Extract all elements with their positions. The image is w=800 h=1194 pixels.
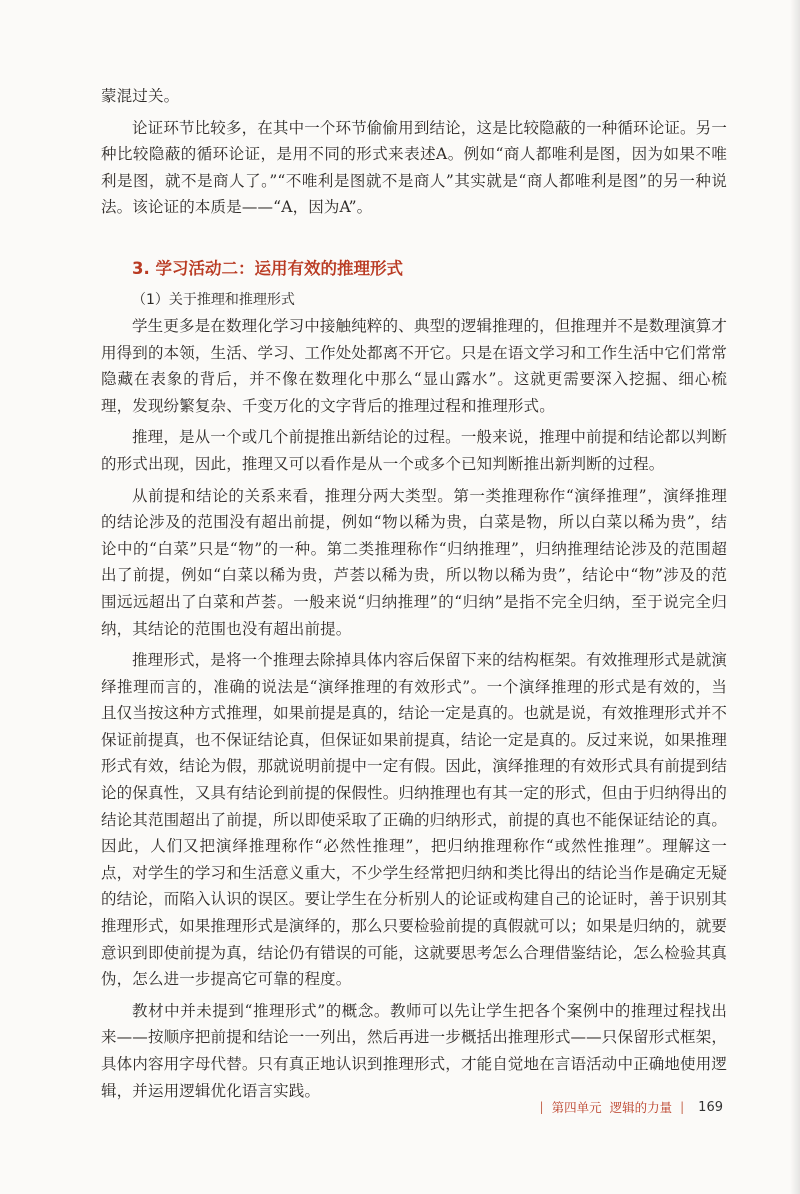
- footer-unit: 第四单元: [551, 1100, 602, 1115]
- footer-divider-right: |: [680, 1100, 685, 1114]
- paragraph-reasoning-form: 推理形式，是将一个推理去除掉具体内容后保留下来的结构框架。有效推理形式是就演绎推理而言的，准确的说法是“演绎推理的有效形式”。一个演绎推理的形式是有效的，当且仅当按这种方式推理，如果前提是真的，结论一定是真的。也就是说，有效推理形式并不保证前提真，也不保证结论真，但保证如果前提真，结论一定是真的。反过来说，如果推理形式有效，结论为假，那就说明前提中一定有假。因此，演绎推理的有效形式具有前提到结论的保真性，又具有结论到前提的保假性。归纳推理也有其一定的形式，但由于归纳得出的结论其范围超出了前提，所以即使采取了正确的归纳形式，前提的真也不能保证结论的真。因此，人们又把演绎推理称作“必然性推理”，把归纳推理称作“或然性推理”。理解这一点，对学生的学习和生活意义重大，不少学生经常把归纳和类比得出的结论当作是确定无疑的结论，而陷入认识的误区。要让学生在分析别人的论证或构建自己的论证时，善于识别其推理形式，如果推理形式是演绎的，那么只要检验前提的真假就可以；如果是归纳的，就要意识到即使前提为真，结论仍有错误的可能，这就要思考怎么合理借鉴结论，怎么检验其真伪，怎么进一步提高它可靠的程度。: [101, 651, 728, 989]
- page-edge-shadow: [790, 0, 800, 1194]
- paragraph-continued: 蒙混过关。: [101, 87, 180, 105]
- footer-divider-left: |: [539, 1100, 544, 1114]
- subsection-heading: （1）关于推理和推理形式: [132, 291, 295, 308]
- paragraph-reasoning-types: 从前提和结论的关系来看，推理分两大类型。第一类推理称作“演绎推理”，演绎推理的结论涉及的范围没有超出前提，例如“物以稀为贵，白菜是物，所以白菜以稀为贵”，结论中的“白菜”只是“物”的一种。第二类推理称作“归纳推理”，归纳推理结论涉及的范围超出了前提，例如“白菜以稀为贵，芦荟以稀为贵，所以物以稀为贵”，结论中“物”涉及的范围远远超出了白菜和芦荟。一般来说“归纳推理”的“归纳”是指不完全归纳，至于说完全归纳，其结论的范围也没有超出前提。: [101, 486, 727, 638]
- footer-unit-title: 逻辑的力量: [609, 1100, 673, 1115]
- paragraph-reasoning-intro: 学生更多是在数理化学习中接触纯粹的、典型的逻辑推理的，但推理并不是数理演算才用得到的本领，生活、学习、工作处处都离不开它。只是在语文学习和工作生活中它们常常隐藏在表象的背后，并不像在数理化中那么“显山露水”。这就更需要深入挖掘、细心梳理，发现纷繁复杂、千变万化的文字背后的推理过程和推理形式。: [101, 316, 728, 415]
- paragraph-teaching-note: 教材中并未提到“推理形式”的概念。教师可以先让学生把各个案例中的推理过程找出来——按顺序把前提和结论一一列出，然后再进一步概括出推理形式——只保留形式框架，具体内容用字母代替。只有真正地认识到推理形式，才能自觉地在言语活动中正确地使用逻辑，并运用逻辑优化语言实践。: [101, 1001, 728, 1100]
- paragraph-circular-argument: 论证环节比较多，在其中一个环节偷偷用到结论，这是比较隐蔽的一种循环论证。另一种比较隐蔽的循环论证，是用不同的形式来表述A。例如“商人都唯利是图，因为如果不唯利是图，就不是商人了。”“不唯利是图就不是商人”其实就是“商人都唯利是图”的另一种说法。该论证的本质是——“A，因为A”。: [101, 118, 727, 217]
- page-content: [101, 83, 727, 1104]
- section-heading: 3. 学习活动二：运用有效的推理形式: [132, 258, 403, 278]
- paragraph-reasoning-definition: 推理，是从一个或几个前提推出新结论的过程。一般来说，推理中前提和结论都以判断的形式出现，因此，推理又可以看作是从一个或多个已知判断推出新判断的过程。: [101, 428, 727, 473]
- page-number: 169: [698, 1099, 723, 1115]
- page-footer: [540, 1098, 723, 1116]
